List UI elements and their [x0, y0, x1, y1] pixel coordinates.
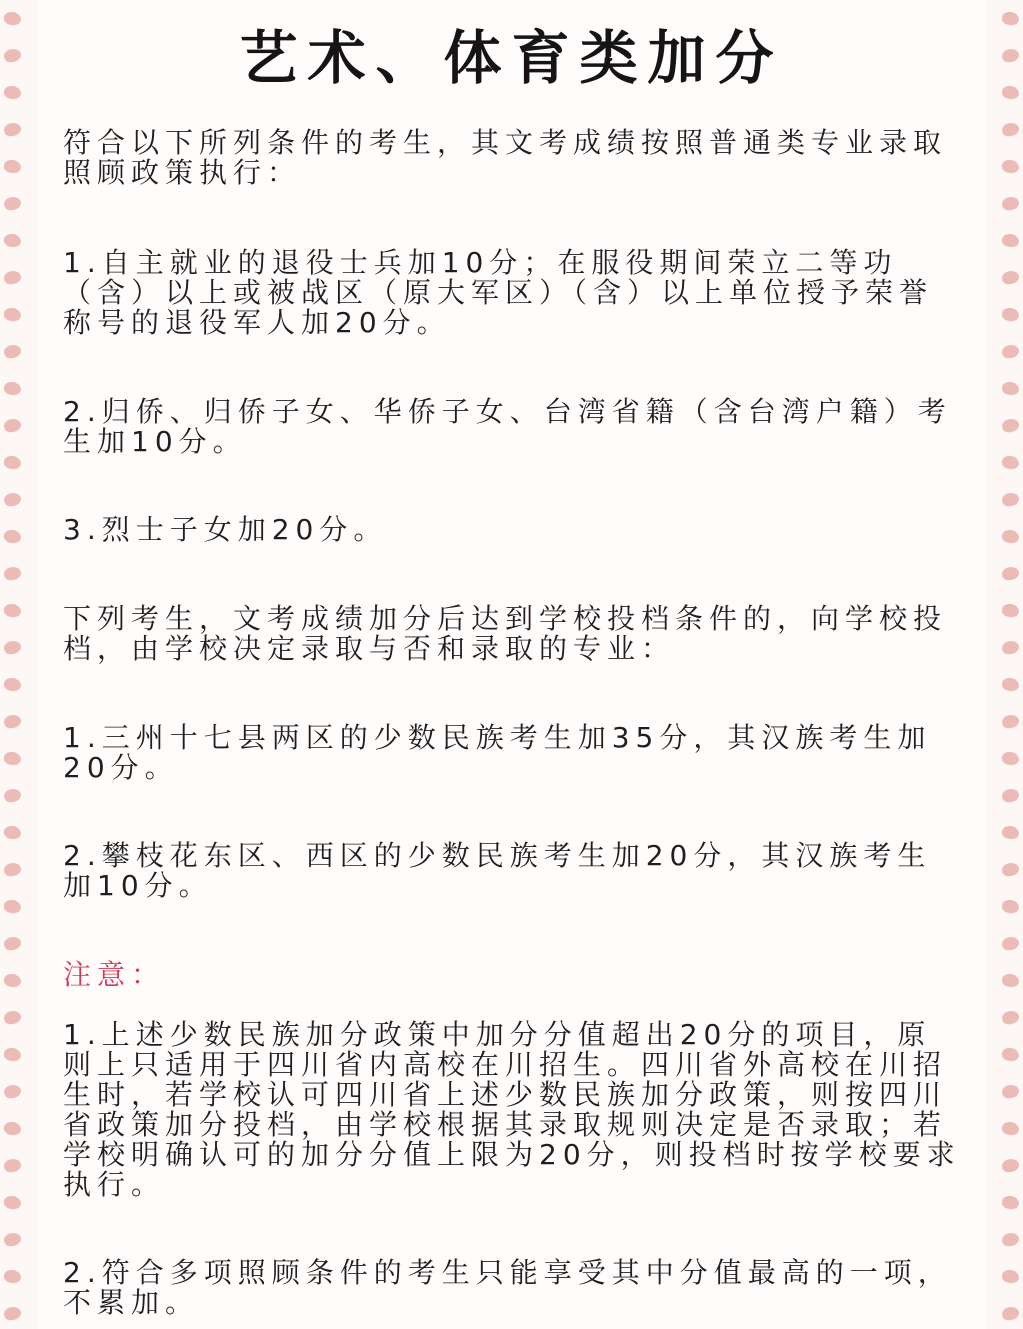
left-border-scallop: [3, 935, 22, 951]
left-border-scallop: [3, 787, 22, 803]
right-border-scallop: [1001, 787, 1020, 803]
section2-item-2: 2.攀枝花东区、西区的少数民族考生加20分，其汉族考生加10分。: [63, 839, 932, 902]
right-border-scallop: [1001, 1121, 1020, 1137]
left-border-scallop: [3, 159, 22, 175]
section1-item-3: 3.烈士子女加20分。: [63, 513, 388, 546]
right-border-scallop: [1001, 1231, 1020, 1247]
left-border-scallop: [3, 455, 22, 471]
left-border-scallop: [3, 529, 22, 545]
left-border-scallop: [3, 417, 22, 433]
left-border-scallop: [3, 899, 22, 915]
left-border-scallop: [3, 751, 22, 767]
left-border-scallop: [3, 713, 22, 729]
right-border-scallop: [1001, 1195, 1020, 1211]
right-border-scallop: [1001, 343, 1020, 359]
document-sheet: [38, 0, 985, 1329]
right-border-scallop: [1001, 1305, 1020, 1321]
left-border-scallop: [3, 11, 22, 27]
left-border-scallop: [3, 491, 22, 507]
right-border-scallop: [1001, 417, 1020, 433]
right-border-scallop: [1001, 47, 1020, 63]
left-border-scallop: [3, 343, 22, 359]
right-border-scallop: [1001, 1047, 1020, 1063]
left-border-scallop: [3, 603, 22, 619]
right-border-scallop: [1001, 973, 1020, 989]
left-border-scallop: [3, 195, 22, 211]
notes-heading: 注意：: [63, 958, 166, 991]
right-border-scallop: [1001, 1009, 1020, 1025]
right-border-scallop: [1001, 455, 1020, 471]
right-border-scallop: [1001, 565, 1020, 581]
left-border-scallop: [3, 1009, 22, 1025]
right-border-scallop: [1001, 85, 1020, 101]
right-border-scallop: [1001, 233, 1020, 249]
right-border-scallop: [1001, 1083, 1020, 1099]
right-border-scallop: [1001, 159, 1020, 175]
right-border-scallop: [1001, 195, 1020, 211]
right-border-scallop: [1001, 381, 1020, 397]
left-border-scallop: [3, 973, 22, 989]
left-border-scallop: [3, 1121, 22, 1137]
right-border-scallop: [1001, 307, 1020, 323]
left-border-scallop: [3, 47, 22, 63]
right-border-scallop: [1001, 11, 1020, 27]
left-border-scallop: [3, 121, 22, 137]
right-border-scallop: [1001, 1269, 1020, 1285]
left-border-scallop: [3, 1305, 22, 1321]
left-border-scallop: [3, 1231, 22, 1247]
page-title: 艺术、体育类加分: [239, 24, 784, 92]
right-border-scallop: [1001, 861, 1020, 877]
left-border-scallop: [3, 861, 22, 877]
left-border-scallop: [3, 1195, 22, 1211]
left-border-scallop: [3, 677, 22, 693]
section1-item-1: 1.自主就业的退役士兵加10分；在服役期间荣立二等功（含）以上或被战区（原大军区）（含）以上单位授予荣誉称号的退役军人加20分。: [63, 246, 934, 339]
section2-item-1: 1.三州十七县两区的少数民族考生加35分，其汉族考生加20分。: [63, 721, 932, 784]
notes-item-1: 1.上述少数民族加分政策中加分分值超出20分的项目，原则上只适用于四川省内高校在川招生。四川省外高校在川招生时，若学校认可四川省上述少数民族加分政策，则按四川省政策加分投档，由学校根据其录取规则决定是否录取；若学校明确认可的加分分值上限为20分，则投档时按学校要求执行。: [63, 1018, 961, 1201]
left-border-scallop: [3, 1157, 22, 1173]
notes-item-2: 2.符合多项照顾条件的考生只能享受其中分值最高的一项，不累加。: [63, 1256, 952, 1319]
left-scalloped-border: [0, 0, 36, 1329]
right-border-scallop: [1001, 713, 1020, 729]
section1-intro: 符合以下所列条件的考生，其文考成绩按照普通类专业录取照顾政策执行：: [63, 126, 948, 189]
left-border-scallop: [3, 825, 22, 841]
right-border-scallop: [1001, 529, 1020, 545]
right-border-scallop: [1001, 603, 1020, 619]
right-border-scallop: [1001, 677, 1020, 693]
left-border-scallop: [3, 1047, 22, 1063]
right-border-scallop: [1001, 639, 1020, 655]
right-scalloped-border: [987, 0, 1023, 1329]
left-border-scallop: [3, 565, 22, 581]
left-border-scallop: [3, 307, 22, 323]
section1-item-2: 2.归侨、归侨子女、华侨子女、台湾省籍（含台湾户籍）考生加10分。: [63, 395, 952, 458]
right-border-scallop: [1001, 491, 1020, 507]
left-border-scallop: [3, 233, 22, 249]
left-border-scallop: [3, 1269, 22, 1285]
left-border-scallop: [3, 85, 22, 101]
right-border-scallop: [1001, 935, 1020, 951]
right-border-scallop: [1001, 1157, 1020, 1173]
right-border-scallop: [1001, 825, 1020, 841]
left-border-scallop: [3, 639, 22, 655]
right-border-scallop: [1001, 269, 1020, 285]
right-border-scallop: [1001, 751, 1020, 767]
right-border-scallop: [1001, 121, 1020, 137]
left-border-scallop: [3, 1083, 22, 1099]
left-border-scallop: [3, 381, 22, 397]
left-border-scallop: [3, 269, 22, 285]
right-border-scallop: [1001, 899, 1020, 915]
section2-intro: 下列考生，文考成绩加分后达到学校投档条件的，向学校投档，由学校决定录取与否和录取的专业：: [63, 602, 948, 665]
